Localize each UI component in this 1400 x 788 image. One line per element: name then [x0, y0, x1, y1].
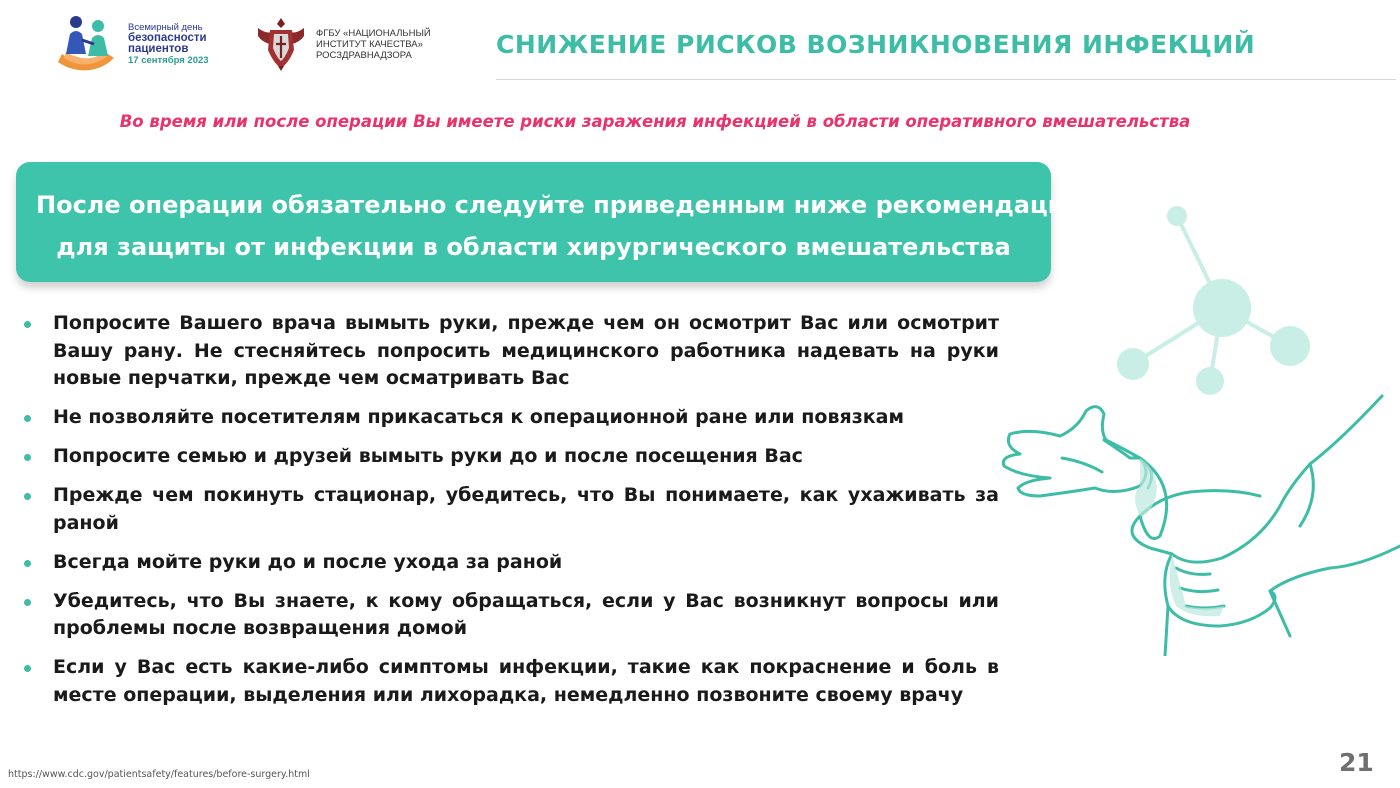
source-link[interactable]: https://www.cdc.gov/patientsafety/features/before-surgery.html	[8, 769, 310, 780]
banner-line-1: После операции обязательно следуйте приведенным ниже рекомендациям	[36, 191, 1100, 219]
patients-day-logo-icon	[56, 14, 122, 76]
logo-left-line3: пациентов	[128, 43, 189, 55]
logo-left-line2: безопасности	[128, 32, 207, 44]
logo-right-line1: ФГБУ «НАЦИОНАЛЬНЫЙ	[316, 28, 431, 39]
recommendation-banner	[16, 162, 1100, 282]
logo-right-line3: РОСЗДРАВНАДЗОРА	[316, 50, 412, 61]
roszdravnadzor-emblem-icon	[252, 14, 310, 72]
list-item: Прежде чем покинуть стационар, убедитесь, что Вы понимаете, как ухаживать за раной	[24, 482, 999, 537]
slide-title: СНИЖЕНИЕ РИСКОВ ВОЗНИКНОВЕНИЯ ИНФЕКЦИЙ	[496, 30, 1256, 59]
patient-safety-day-logo	[56, 14, 226, 76]
list-item: Убедитесь, что Вы знаете, к кому обращаться, если у Вас возникнут вопросы или проблемы после возвращения домой	[24, 588, 999, 643]
page-number: 21	[1339, 748, 1374, 777]
bullet-icon	[24, 665, 31, 672]
bullet-icon	[24, 560, 31, 567]
banner-line-2: для защиты от инфекции в области хирургического вмешательства	[56, 233, 1011, 261]
bullet-icon	[24, 599, 31, 606]
bullet-icon	[24, 321, 31, 328]
bullet-icon	[24, 454, 31, 461]
list-item: Попросите Вашего врача вымыть руки, прежде чем он осмотрит Вас или осмотрит Вашу рану. Не стесняйтесь попросить медицинского работника надевать на руки новые перчатки, прежде чем осматривать Вас	[24, 310, 999, 393]
national-institute-of-quality-logo	[252, 14, 452, 72]
logo-left-date: 17 сентября 2023	[128, 55, 209, 66]
gloved-hands-molecule-icon	[990, 196, 1400, 656]
list-item: Если у Вас есть какие-либо симптомы инфекции, такие как покраснение и боль в месте операции, выделения или лихорадка, немедленно позвоните своему врачу	[24, 654, 999, 709]
bullet-icon	[24, 415, 31, 422]
slide-header	[0, 0, 1400, 90]
list-item: Попросите семью и друзей вымыть руки до и после посещения Вас	[24, 443, 999, 471]
bullet-icon	[24, 493, 31, 500]
logo-right-line2: ИНСТИТУТ КАЧЕСТВА»	[316, 39, 423, 50]
slide-subtitle: Во время или после операции Вы имеете риски заражения инфекцией в области оперативного вмешательства	[119, 112, 1191, 131]
list-item: Всегда мойте руки до и после ухода за раной	[24, 549, 999, 577]
recommendation-list	[24, 310, 999, 721]
title-divider	[496, 79, 1396, 80]
list-item: Не позволяйте посетителям прикасаться к операционной ране или повязкам	[24, 404, 999, 432]
logo-left-line1: Всемирный день	[128, 22, 203, 33]
